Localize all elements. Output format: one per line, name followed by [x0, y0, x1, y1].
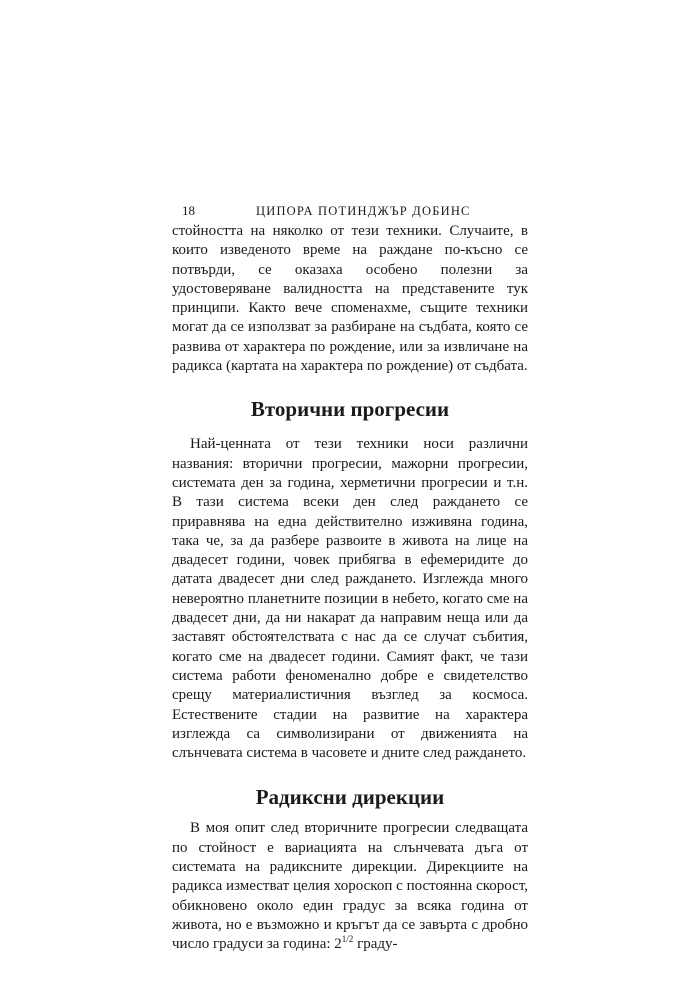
section-paragraph-secondary-progressions: Най-ценната от тези техники носи различни названия: вторични прогресии, мажорни прогресии, системата ден за година, херметични прогресии и т.н. В тази система всеки ден след раждането се приравнява на една действително изживяна година, така че, за да разбере развоите в живота на лице на двадесет години, човек прибягва в ефемеридите до датата двадесет дни след раждането. Изглежда много невероятно планетните позиции в небето, когато сме на двадесет дни, да ни накарат да направим неща или да заставят обстоятелствата с нас да се случат събития, когато сме на двадесет години. Самият факт, че тази система работи феноменално добре е свидетелство срещу материалистичния възглед за космоса. Естествените стадии на развитие на характера изглежда са символизирани от движенията на слънчевата система в часовете и дните след раждането. — [172, 436, 528, 762]
radix-paragraph-text: В моя опит след вторичните прогресии следващата по стойност е вариацията на слънчевата дъга от системата на радиксните дирекции. Дирекциите на радикса изместват целия хороскоп с постоянна скорост, обикновено около един градус за всяка година от живота, но е възможно и кръгът да се завърта с дробно число градуси за година: 2 — [172, 820, 528, 953]
fraction-superscript: 1/2 — [341, 934, 354, 945]
section-paragraph-radix-directions — [172, 819, 528, 954]
intro-paragraph: стойността на няколко от тези техники. Случаите, в които изведеното време на раждане по-късно се потвърди, се оказаха особено полезни за удостоверяване валидността на представените тук принципи. Както вече споменахме, същите техники могат да се използват за разбиране на съдбата, която се развива от характера по рождение, или за извличане на радикса (картата на характера по рождение) от съдбата. — [172, 223, 528, 375]
running-header — [172, 200, 528, 222]
section-heading-secondary-progressions: Вторични прогресии — [250, 397, 450, 422]
section-heading-radix-directions: Радиксни дирекции — [255, 785, 445, 810]
running-title: ЦИПОРА ПОТИНДЖЪР ДОБИНС — [256, 204, 471, 218]
book-page — [172, 200, 528, 955]
radix-paragraph-tail: граду- — [353, 936, 398, 953]
page-number: 18 — [182, 203, 195, 218]
